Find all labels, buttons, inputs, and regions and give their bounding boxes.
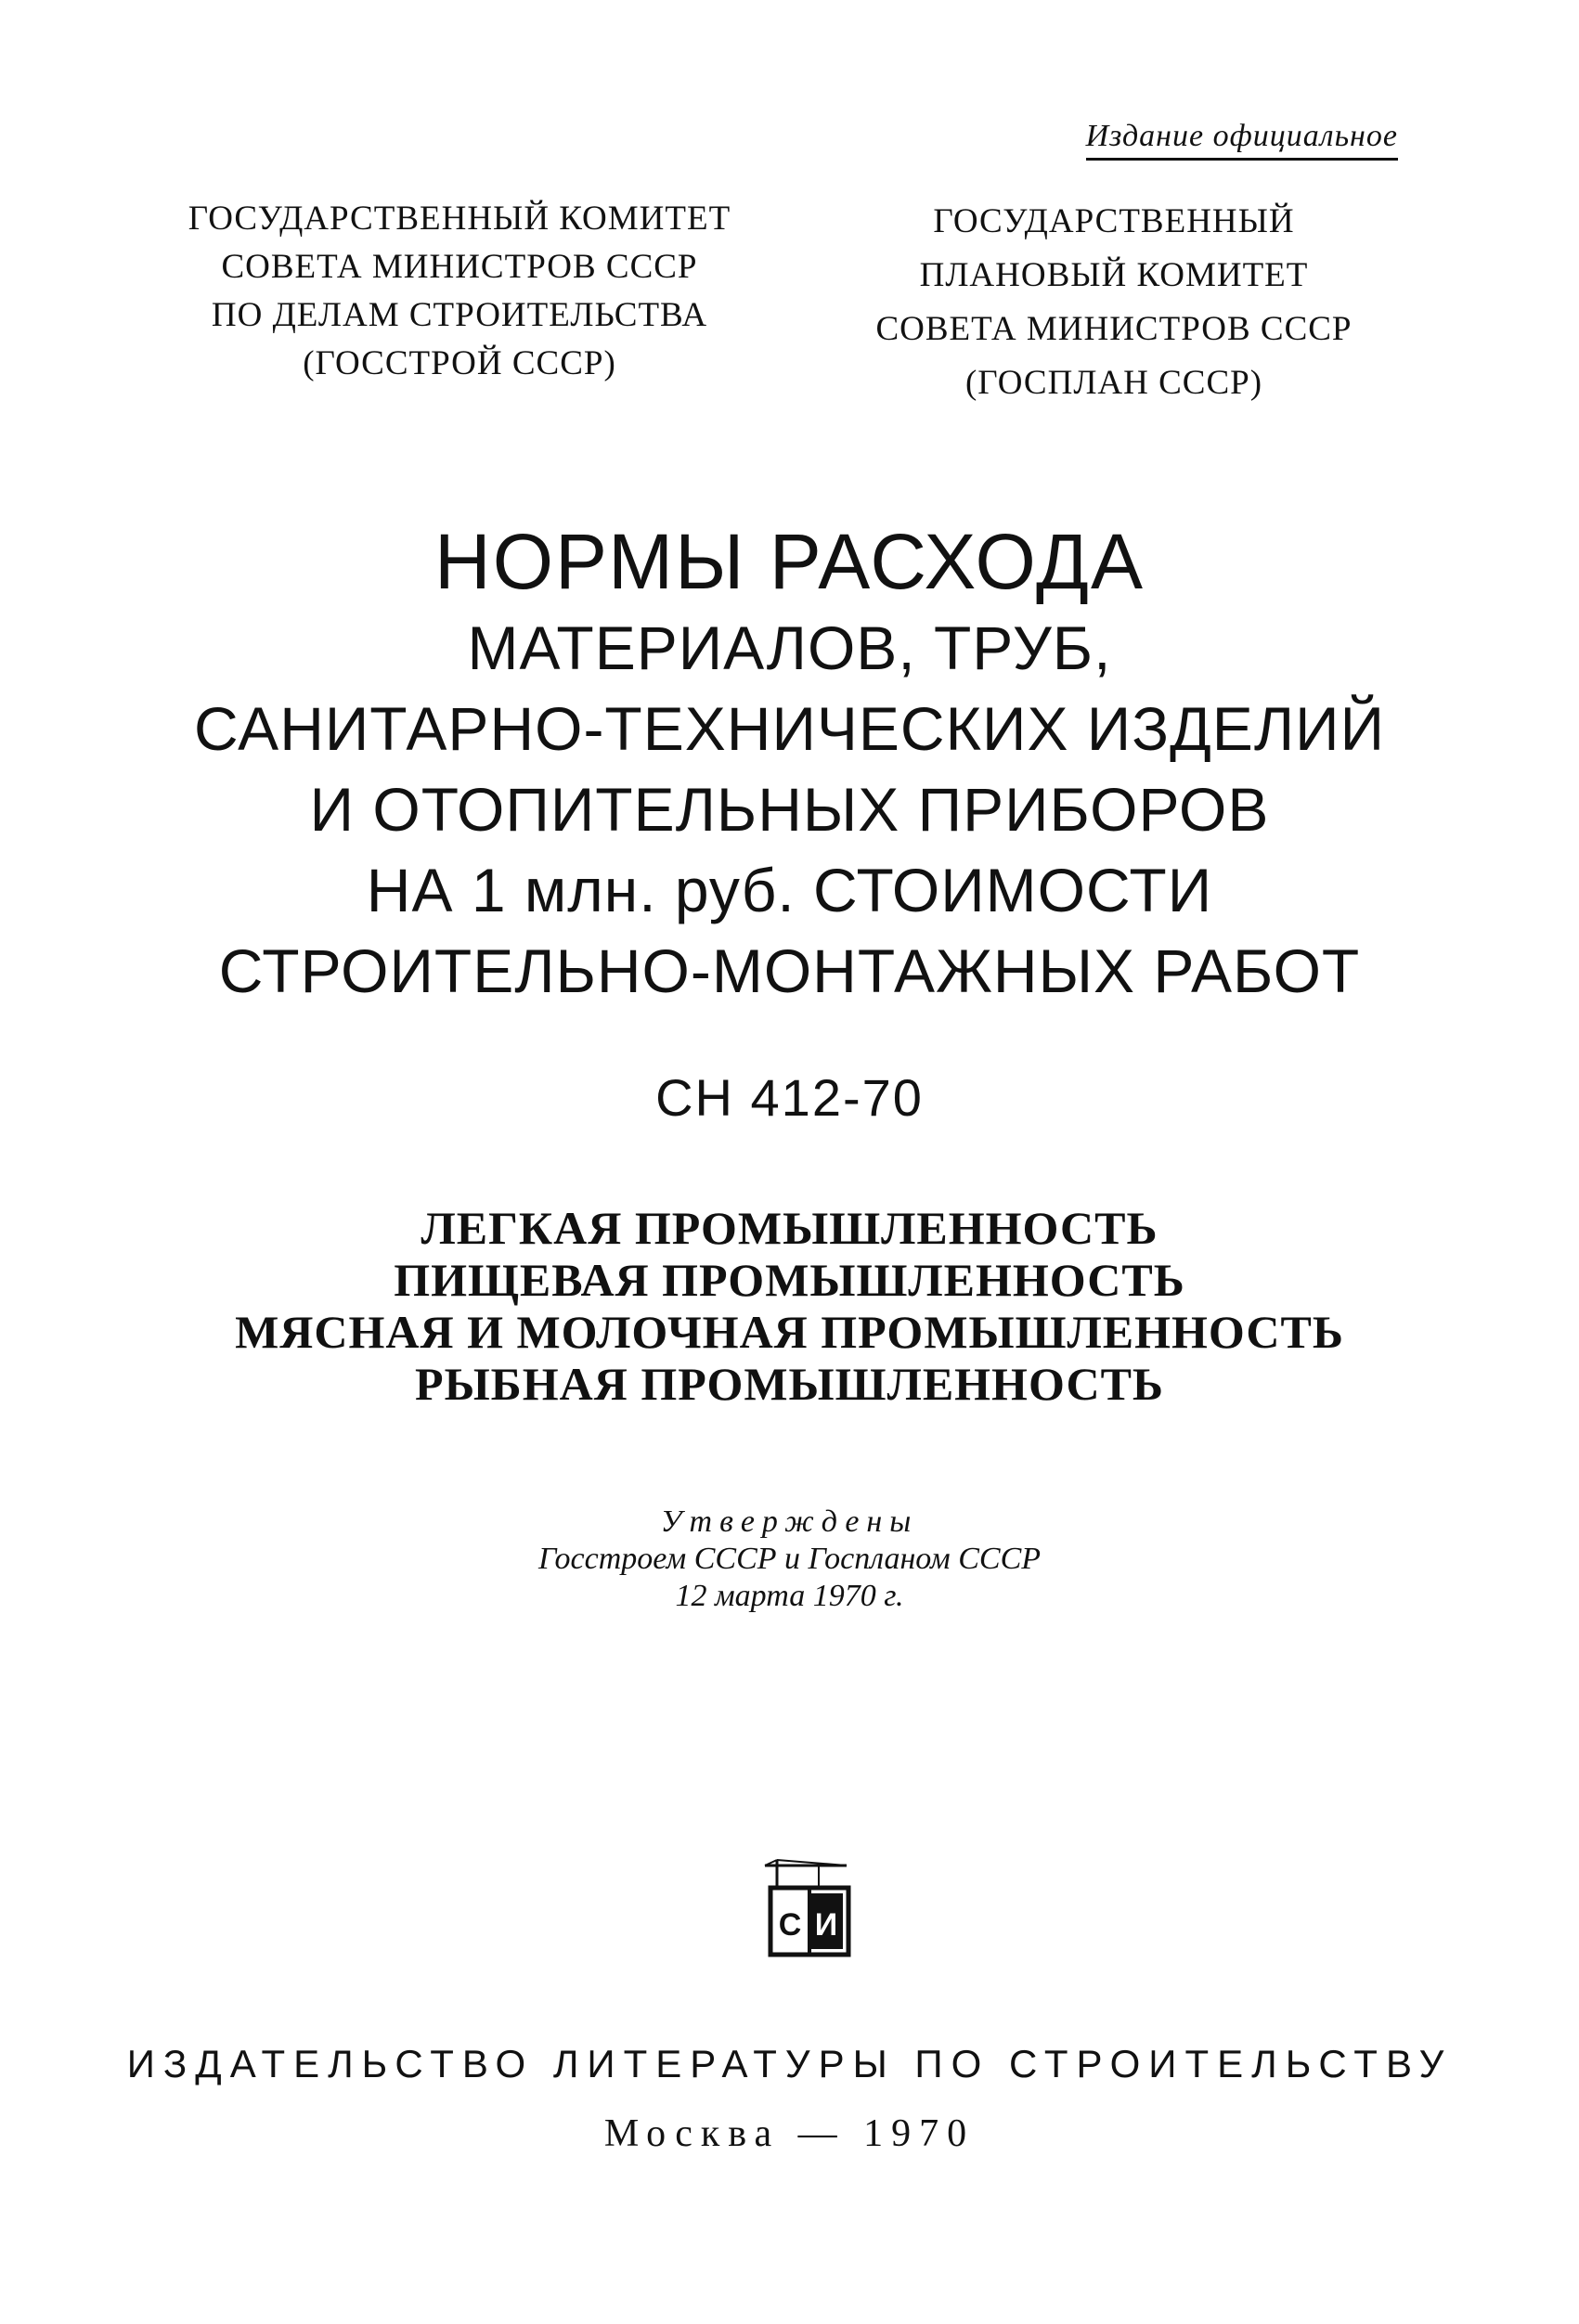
approval-date: 12 марта 1970 г. bbox=[675, 1579, 904, 1613]
logo-letter: И bbox=[814, 1907, 838, 1943]
org-gosstroy-line: (ГОССТРОЙ СССР) bbox=[303, 344, 616, 382]
title-line: НА 1 млн. руб. СТОИМОСТИ bbox=[366, 856, 1213, 924]
edition-note: Издание официальное bbox=[1086, 119, 1398, 161]
org-gosplan-line: ПЛАНОВЫЙ КОМИТЕТ bbox=[919, 256, 1309, 294]
org-gosstroy bbox=[153, 195, 766, 388]
title-line: СТРОИТЕЛЬНО-МОНТАЖНЫХ РАБОТ bbox=[218, 936, 1361, 1005]
org-gosstroy-line: ГОСУДАРСТВЕННЫЙ КОМИТЕТ bbox=[188, 200, 731, 238]
title-line: И ОТОПИТЕЛЬНЫХ ПРИБОРОВ bbox=[309, 775, 1270, 844]
org-gosstroy-line: СОВЕТА МИНИСТРОВ СССР bbox=[221, 248, 698, 286]
approval-label: Утверждены bbox=[660, 1504, 919, 1539]
approval-by: Госстроем СССР и Госпланом СССР bbox=[537, 1542, 1042, 1576]
standard-code: СН 412-70 bbox=[655, 1068, 924, 1127]
industry-item: РЫБНАЯ ПРОМЫШЛЕННОСТЬ bbox=[415, 1358, 1164, 1410]
org-gosplan bbox=[808, 195, 1420, 410]
approval-note bbox=[0, 1504, 1579, 1615]
city-year: Москва — 1970 bbox=[603, 2112, 976, 2155]
org-gosplan-line: ГОСУДАРСТВЕННЫЙ bbox=[933, 202, 1295, 240]
title-line: МАТЕРИАЛОВ, ТРУБ, bbox=[467, 613, 1112, 682]
publisher-name: ИЗДАТЕЛЬСТВО ЛИТЕРАТУРЫ ПО СТРОИТЕЛЬСТВУ bbox=[126, 2042, 1453, 2085]
org-gosplan-line: (ГОСПЛАН СССР) bbox=[964, 364, 1263, 402]
org-gosplan-line: СОВЕТА МИНИСТРОВ СССР bbox=[875, 310, 1353, 348]
industry-item: МЯСНАЯ И МОЛОЧНАЯ ПРОМЫШЛЕННОСТЬ bbox=[235, 1306, 1344, 1358]
publisher-logo-icon bbox=[754, 1856, 865, 1958]
org-gosstroy-line: ПО ДЕЛАМ СТРОИТЕЛЬСТВА bbox=[211, 296, 708, 334]
logo-letter: С bbox=[778, 1907, 802, 1943]
title-line: САНИТАРНО-ТЕХНИЧЕСКИХ ИЗДЕЛИЙ bbox=[193, 694, 1386, 763]
industries-list bbox=[0, 1202, 1579, 1410]
industry-item: ПИЩЕВАЯ ПРОМЫШЛЕННОСТЬ bbox=[394, 1254, 1185, 1306]
document-title bbox=[74, 515, 1505, 1012]
industry-item: ЛЕГКАЯ ПРОМЫШЛЕННОСТЬ bbox=[421, 1202, 1158, 1254]
main-title: НОРМЫ РАСХОДА bbox=[434, 518, 1145, 605]
